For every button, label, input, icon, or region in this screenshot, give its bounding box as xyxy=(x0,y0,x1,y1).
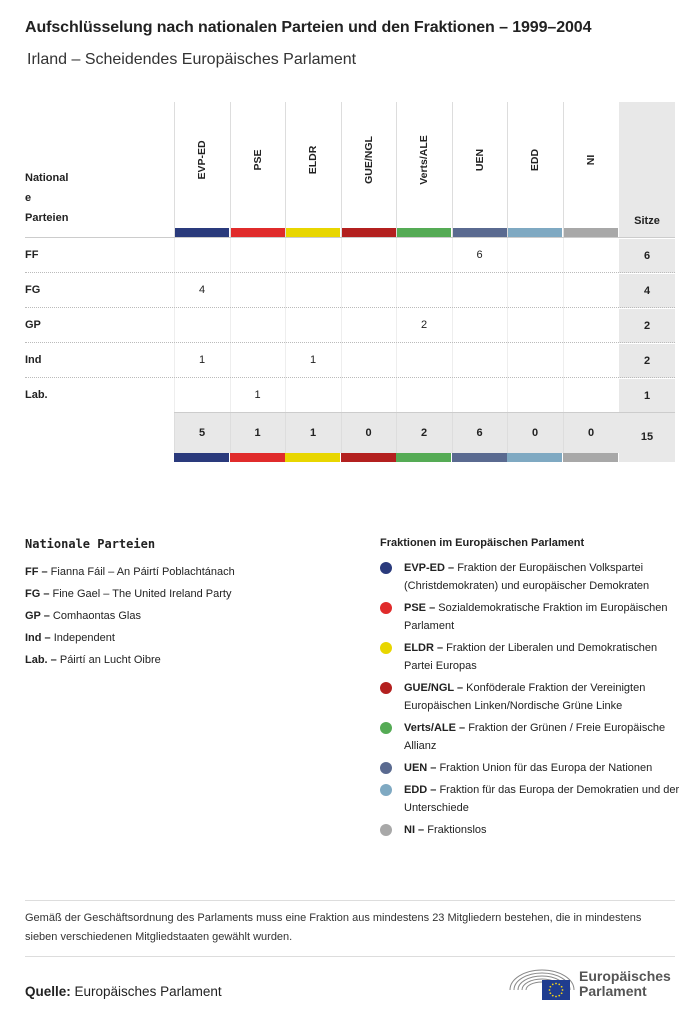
party-column-header: National e Parteien xyxy=(25,172,69,224)
group-color-bar xyxy=(453,228,507,237)
seat-cell xyxy=(452,343,507,378)
logo-line-1: Europäisches xyxy=(579,968,671,984)
groups-legend xyxy=(380,537,680,843)
source-line: Quelle: Europäisches Parlament xyxy=(25,984,222,999)
party-name: FF xyxy=(25,249,39,261)
seat-cell xyxy=(341,238,396,273)
seat-cell xyxy=(341,308,396,343)
seat-cell: 2 xyxy=(396,308,451,343)
seat-cell: 1 xyxy=(285,343,340,378)
totals-row xyxy=(174,412,619,453)
group-column-label: NI xyxy=(585,154,597,166)
group-color-bar xyxy=(563,453,618,462)
group-color-dot xyxy=(380,642,392,654)
seat-cell xyxy=(396,343,451,378)
group-legend-item: Verts/ALE – Fraktion der Grünen / Freie Europäische Allianz xyxy=(380,719,680,755)
group-total: 0 xyxy=(507,413,562,454)
group-legend-item: PSE – Sozialdemokratische Fraktion im Europäischen Parlament xyxy=(380,599,680,635)
group-legend-item: NI – Fraktionslos xyxy=(380,821,680,839)
group-color-bar xyxy=(230,453,285,462)
party-name: Lab. xyxy=(25,389,48,401)
group-color-bar xyxy=(397,228,451,237)
group-color-bar xyxy=(341,453,396,462)
table-header xyxy=(25,102,675,237)
group-column-label: EVP-ED xyxy=(196,140,208,180)
group-legend-item: GUE/NGL – Konföderale Fraktion der Vereinigten Europäischen Linken/Nordische Grüne Linke xyxy=(380,679,680,715)
group-column-header xyxy=(285,102,340,237)
ep-logo-icon xyxy=(508,962,576,1002)
grand-total: 15 xyxy=(619,412,675,462)
seat-cell xyxy=(396,273,451,308)
seat-cell: 1 xyxy=(174,343,229,378)
group-color-dot xyxy=(380,824,392,836)
seat-cell xyxy=(563,343,618,378)
seat-cell xyxy=(174,378,229,413)
group-column-label: GUE/NGL xyxy=(362,136,375,184)
seat-cell xyxy=(507,308,562,343)
seat-cell xyxy=(452,273,507,308)
group-total: 1 xyxy=(285,413,340,454)
seat-cell xyxy=(230,343,285,378)
table-row xyxy=(25,342,675,377)
seat-cell xyxy=(452,378,507,413)
group-column-label: ELDR xyxy=(307,145,319,175)
seat-cell xyxy=(230,238,285,273)
table-row xyxy=(25,377,675,412)
group-column-label: PSE xyxy=(251,149,264,171)
seat-cell xyxy=(174,308,229,343)
group-color-dot xyxy=(380,722,392,734)
seat-cell xyxy=(230,273,285,308)
group-color-bar xyxy=(507,453,562,462)
group-color-bar xyxy=(508,228,562,237)
row-seat-total: 2 xyxy=(619,308,675,343)
seat-cell xyxy=(563,238,618,273)
table-row xyxy=(25,237,675,272)
seat-cell xyxy=(452,308,507,343)
seat-cell xyxy=(563,378,618,413)
group-legend-item: EVP-ED – Fraktion der Europäischen Volkspartei (Christdemokraten) und europäischer Demokraten xyxy=(380,559,680,595)
group-column-header xyxy=(341,102,396,237)
seat-cell xyxy=(230,308,285,343)
seats-column-header: Sitze xyxy=(619,102,675,237)
page-subtitle: Irland – Scheidendes Europäisches Parlament xyxy=(27,51,357,68)
group-color-dot xyxy=(380,562,392,574)
ep-logo xyxy=(508,962,678,1004)
group-total: 1 xyxy=(230,413,285,454)
seat-cell xyxy=(507,273,562,308)
seat-cell xyxy=(563,273,618,308)
table-row xyxy=(25,307,675,342)
group-total: 0 xyxy=(341,413,396,454)
group-total: 5 xyxy=(174,413,229,454)
seat-cell: 1 xyxy=(230,378,285,413)
group-color-bar xyxy=(175,228,229,237)
group-color-dot xyxy=(380,602,392,614)
party-name: Ind xyxy=(25,354,42,366)
national-parties-legend xyxy=(25,537,235,671)
seat-cell xyxy=(341,273,396,308)
seat-cell xyxy=(285,308,340,343)
group-color-bar xyxy=(564,228,618,237)
row-seat-total: 2 xyxy=(619,343,675,378)
table-row xyxy=(25,272,675,307)
party-legend-item: Ind – Independent xyxy=(25,632,115,644)
group-legend-item: ELDR – Fraktion der Liberalen und Demokratischen Partei Europas xyxy=(380,639,680,675)
group-color-dot xyxy=(380,762,392,774)
seat-cell xyxy=(396,238,451,273)
logo-line-2: Parlament xyxy=(579,983,647,999)
group-column-header xyxy=(507,102,562,237)
group-column-label: Verts/ALE xyxy=(418,135,430,185)
party-legend-item: FF – Fianna Fáil – An Páirtí Poblachtánach xyxy=(25,566,235,578)
party-legend-item: Lab. – Páirtí an Lucht Oibre xyxy=(25,654,161,666)
group-color-bar xyxy=(342,228,396,237)
group-color-bar xyxy=(396,453,451,462)
group-column-label: EDD xyxy=(529,148,541,172)
group-color-dot xyxy=(380,682,392,694)
seat-cell xyxy=(341,343,396,378)
group-column-label: UEN xyxy=(473,148,486,172)
group-column-header xyxy=(230,102,285,237)
party-legend-item: GP – Comhaontas Glas xyxy=(25,610,141,622)
party-legend-item: FG – Fine Gael – The United Ireland Party xyxy=(25,588,232,600)
seat-cell: 4 xyxy=(174,273,229,308)
seat-cell: 6 xyxy=(452,238,507,273)
party-name: FG xyxy=(25,284,41,296)
seat-cell xyxy=(341,378,396,413)
seat-cell xyxy=(285,273,340,308)
row-seat-total: 4 xyxy=(619,273,675,308)
group-color-bar xyxy=(231,228,285,237)
row-seat-total: 1 xyxy=(619,378,675,413)
footnote: Gemäß der Geschäftsordnung des Parlaments muss eine Fraktion aus mindestens 23 Mitgliedern bestehen, die in mindestens sieben verschiedenen Mitgliedstaaten gewählt wurden. xyxy=(25,900,675,957)
seat-cell xyxy=(285,238,340,273)
party-name: GP xyxy=(25,319,41,331)
group-color-bar xyxy=(452,453,507,462)
seat-cell xyxy=(285,378,340,413)
group-total: 0 xyxy=(563,413,618,454)
row-seat-total: 6 xyxy=(619,238,675,273)
totals-color-bar xyxy=(174,453,619,462)
seat-cell xyxy=(396,378,451,413)
group-column-header xyxy=(396,102,451,237)
seat-cell xyxy=(174,238,229,273)
group-color-bar xyxy=(174,453,229,462)
seat-cell xyxy=(507,343,562,378)
seat-cell xyxy=(563,308,618,343)
national-parties-heading: Nationale Parteien xyxy=(25,537,156,551)
group-column-header xyxy=(563,102,618,237)
group-column-header xyxy=(452,102,507,237)
group-color-bar xyxy=(285,453,340,462)
group-color-dot xyxy=(380,784,392,796)
groups-heading: Fraktionen im Europäischen Parlament xyxy=(380,537,585,549)
page-title: Aufschlüsselung nach nationalen Parteien und den Fraktionen – 1999–2004 xyxy=(25,19,592,36)
group-legend-item: UEN – Fraktion Union für das Europa der Nationen xyxy=(380,759,680,777)
group-color-bar xyxy=(286,228,340,237)
group-legend-item: EDD – Fraktion für das Europa der Demokratien und der Unterschiede xyxy=(380,781,680,817)
group-total: 6 xyxy=(452,413,507,454)
seat-cell xyxy=(507,238,562,273)
group-total: 2 xyxy=(396,413,451,454)
group-column-header xyxy=(174,102,229,237)
seat-cell xyxy=(507,378,562,413)
